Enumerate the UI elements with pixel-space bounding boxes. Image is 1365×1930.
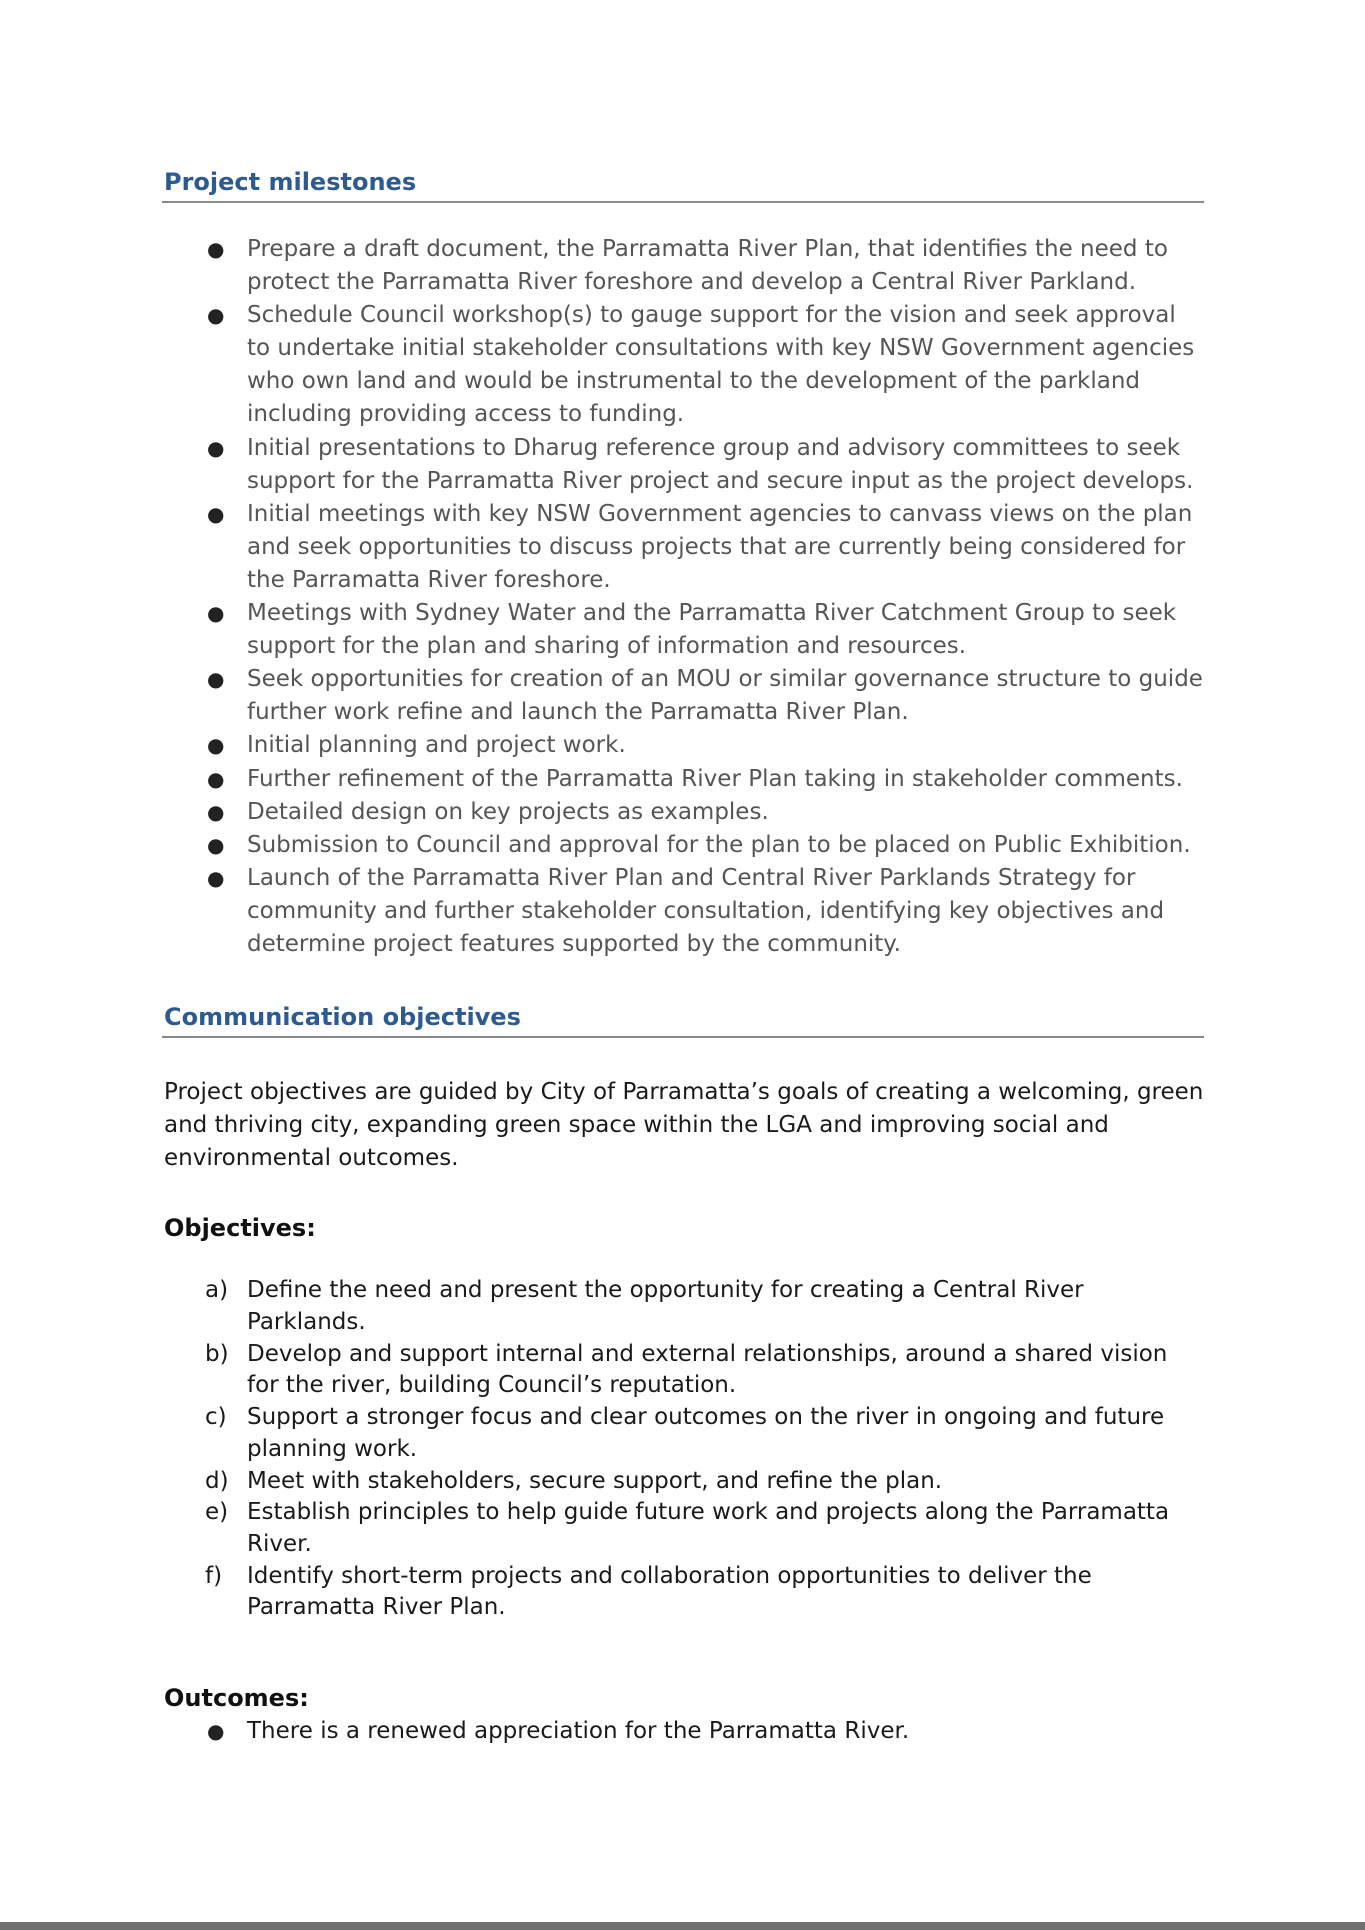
list-marker: a) xyxy=(205,1277,229,1304)
outcomes-list xyxy=(164,1715,1204,1748)
list-item: ● Schedule Council workshop(s) to gauge support for the vision and seek approval to undertake initial stakeholder consultations with key NSW Government agencies who own land and would be instrumental to the development of the parkland including providing access to funding. xyxy=(164,299,1204,431)
list-marker: f) xyxy=(205,1562,223,1589)
project-milestones-heading: Project milestones xyxy=(162,166,1204,203)
list-item: ● Initial presentations to Dharug reference group and advisory committees to seek support for the Parramatta River project and secure input as the project develops. xyxy=(164,432,1204,498)
objectives-list xyxy=(164,1275,1204,1624)
bullet-icon: ● xyxy=(207,799,225,824)
bullet-icon: ● xyxy=(207,667,225,692)
bullet-icon: ● xyxy=(207,303,225,328)
bullet-icon: ● xyxy=(207,766,225,791)
page-bottom-edge xyxy=(0,1922,1365,1930)
list-item: b) Develop and support internal and external relationships, around a shared vision for the river, building Council’s reputation. xyxy=(205,1340,1168,1399)
list-item: a) Define the need and present the opportunity for creating a Central River Parklands. xyxy=(205,1277,1084,1336)
page-content xyxy=(164,166,1204,1748)
outcomes-heading: Outcomes: xyxy=(164,1684,309,1713)
list-marker: d) xyxy=(205,1467,229,1494)
communication-objectives-heading: Communication objectives xyxy=(162,1001,1204,1038)
bullet-icon: ● xyxy=(207,733,225,758)
list-item: ● There is a renewed appreciation for the Parramatta River. xyxy=(164,1715,1204,1748)
list-item: ● Submission to Council and approval for the plan to be placed on Public Exhibition. xyxy=(164,829,1204,862)
list-item: ● Detailed design on key projects as examples. xyxy=(164,796,1204,829)
list-item: e) Establish principles to help guide future work and projects along the Parramatta River. xyxy=(205,1499,1170,1557)
list-marker: c) xyxy=(205,1404,227,1431)
milestones-list xyxy=(164,233,1204,961)
bullet-icon: ● xyxy=(207,1719,225,1744)
list-item: ● Seek opportunities for creation of an MOU or similar governance structure to guide further work refine and launch the Parramatta River Plan. xyxy=(164,663,1204,729)
bullet-icon: ● xyxy=(207,237,225,261)
list-item: ● Further refinement of the Parramatta River Plan taking in stakeholder comments. xyxy=(164,763,1204,796)
bullet-icon: ● xyxy=(207,832,225,857)
bullet-icon: ● xyxy=(207,435,225,460)
list-item: f) Identify short-term projects and collaboration opportunities to deliver the Parramatta River Plan. xyxy=(205,1562,1092,1621)
list-item: ● Initial meetings with key NSW Government agencies to canvass views on the plan and seek opportunities to discuss projects that are currently being considered for the Parramatta River foreshore. xyxy=(164,498,1204,597)
list-item: c) Support a stronger focus and clear outcomes on the river in ongoing and future planning work. xyxy=(205,1404,1165,1462)
list-marker: e) xyxy=(205,1499,229,1526)
list-item: d) Meet with stakeholders, secure support, and refine the plan. xyxy=(164,1466,1204,1498)
list-item: ● Prepare a draft document, the Parramatta River Plan, that identifies the need to protect the Parramatta River foreshore and develop a Central River Parkland. xyxy=(164,233,1204,299)
list-marker: b) xyxy=(205,1340,229,1367)
bullet-icon: ● xyxy=(207,501,225,526)
bullet-icon: ● xyxy=(207,601,225,626)
list-item: ● Launch of the Parramatta River Plan and Central River Parklands Strategy for community and further stakeholder consultation, identifying key objectives and determine project features supported by the community. xyxy=(164,862,1204,961)
communication-intro-paragraph: Project objectives are guided by City of Parramatta’s goals of creating a welcoming, green and thriving city, expanding green space within the LGA and improving social and environmental outcomes. xyxy=(164,1079,1204,1172)
list-item: ● Initial planning and project work. xyxy=(164,729,1204,762)
list-item: ● Meetings with Sydney Water and the Parramatta River Catchment Group to seek support for the plan and sharing of information and resources. xyxy=(164,597,1204,663)
bullet-icon: ● xyxy=(207,865,225,890)
objectives-heading: Objectives: xyxy=(164,1214,316,1243)
